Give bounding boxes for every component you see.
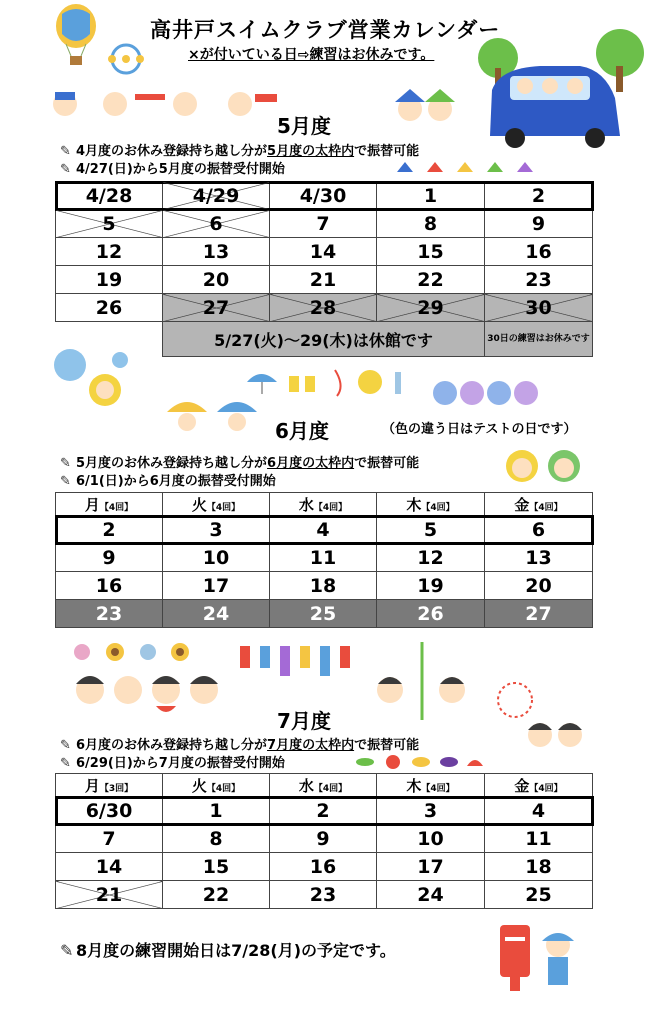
table-row	[56, 516, 593, 544]
day-cell: 22	[377, 266, 485, 294]
yukata-fireworks-icon	[490, 680, 590, 760]
day-cell: 5	[377, 516, 485, 544]
test-day-note: （色の違う日はテストの日です）	[382, 422, 577, 437]
day-cell: 4/30	[270, 182, 377, 210]
pushpin-icon: ✎	[60, 941, 74, 960]
day-cell: 2	[270, 797, 377, 825]
day-cell-test: 26	[377, 600, 485, 628]
column-header: 水【4回】	[270, 774, 377, 797]
day-cell: 8	[163, 825, 270, 853]
may-calendar	[55, 181, 593, 357]
june-calendar	[55, 492, 593, 628]
day-cell: 2	[56, 516, 163, 544]
day-cell-closed: 28	[270, 294, 377, 322]
day-cell: 26	[56, 294, 163, 322]
day-cell: 15	[163, 853, 270, 881]
sunflower-fireworks-icon	[70, 640, 210, 664]
day-cell: 20	[485, 572, 593, 600]
day-cell-off: 21	[56, 881, 163, 909]
day-cell-closed: 29	[377, 294, 485, 322]
table-row	[56, 266, 593, 294]
page-title: 高井戸スイムクラブ営業カレンダー	[150, 18, 501, 42]
pushpin-icon: ✎	[60, 162, 71, 177]
day-cell: 9	[56, 544, 163, 572]
lanterns-icon	[238, 640, 363, 682]
kabuto-row-icon	[395, 156, 545, 176]
day-cell-test: 27	[485, 600, 593, 628]
day-cell: 1	[377, 182, 485, 210]
day-cell: 24	[377, 881, 485, 909]
day-cell-closed: 30	[485, 294, 593, 322]
day-cell: 3	[163, 516, 270, 544]
day-cell: 10	[163, 544, 270, 572]
mailbox-kid-icon	[490, 915, 585, 995]
table-row	[56, 544, 593, 572]
day-cell: 7	[270, 210, 377, 238]
watermelon-kids-icon	[70, 668, 230, 723]
day-cell: 14	[270, 238, 377, 266]
day-cell-test: 23	[56, 600, 163, 628]
day-cell: 16	[56, 572, 163, 600]
day-cell: 15	[377, 238, 485, 266]
table-row	[56, 294, 593, 322]
column-header: 月【3回】	[56, 774, 163, 797]
table-row	[56, 572, 593, 600]
may-title: 5月度	[277, 114, 331, 138]
pushpin-icon: ✎	[60, 756, 71, 771]
table-row	[56, 797, 593, 825]
day-cell: 16	[485, 238, 593, 266]
day-cell-off: 6	[163, 210, 270, 238]
table-row	[56, 853, 593, 881]
june-title: 6月度	[275, 419, 329, 443]
table-row	[56, 881, 593, 909]
day-cell: 2	[485, 182, 593, 210]
closure-notice: 5/27(火)～29(木)は休館です	[163, 322, 485, 357]
chick-frog-kids-icon	[500, 446, 590, 490]
column-header: 火【4回】	[163, 774, 270, 797]
day-cell-closed: 27	[163, 294, 270, 322]
day-cell: 4	[485, 797, 593, 825]
column-header: 木【4回】	[377, 493, 485, 516]
day-cell: 19	[377, 572, 485, 600]
column-header: 月【4回】	[56, 493, 163, 516]
tanabata-kids-icon	[370, 640, 475, 722]
day-cell: 19	[56, 266, 163, 294]
column-header: 金【4回】	[485, 774, 593, 797]
pushpin-icon: ✎	[60, 144, 71, 159]
day-cell: 7	[56, 825, 163, 853]
footer-note: ✎ 8月度の練習開始日は7/28(月)の予定です。	[60, 941, 396, 960]
day-cell: 20	[163, 266, 270, 294]
day-cell: 13	[163, 238, 270, 266]
day-cell: 11	[270, 544, 377, 572]
june-note-1: ✎ 5月度のお休み登録持ち越し分が6月度の太枠内で振替可能	[60, 456, 420, 471]
day-cell-test: 24	[163, 600, 270, 628]
table-row	[56, 182, 593, 210]
table-header-row	[56, 493, 593, 516]
column-header: 金【4回】	[485, 493, 593, 516]
table-header-row	[56, 774, 593, 797]
day-cell: 6	[485, 516, 593, 544]
page-subtitle: ×が付いている日⇨練習はお休みです。	[188, 47, 435, 63]
day-cell: 4/28	[56, 182, 163, 210]
day-cell: 23	[485, 266, 593, 294]
july-note-2: ✎ 6/29(日)から7月度の振替受付開始	[60, 756, 285, 771]
july-note-1: ✎ 6月度のお休み登録持ち越し分が7月度の太枠内で振替可能	[60, 738, 420, 753]
day-cell-off: 5	[56, 210, 163, 238]
day-cell: 21	[270, 266, 377, 294]
rain-gear-icon	[245, 366, 410, 398]
day-cell: 9	[485, 210, 593, 238]
car-with-kids-icon	[470, 28, 650, 148]
day-cell: 13	[485, 544, 593, 572]
day-cell-test: 25	[270, 600, 377, 628]
day-cell: 16	[270, 853, 377, 881]
table-row	[56, 825, 593, 853]
day-cell: 1	[163, 797, 270, 825]
children-group-icon	[45, 84, 285, 128]
pushpin-icon: ✎	[60, 456, 71, 471]
column-header: 水【4回】	[270, 493, 377, 516]
table-row	[56, 238, 593, 266]
day-cell: 25	[485, 881, 593, 909]
day-cell: 12	[56, 238, 163, 266]
may-note-1: ✎ 4月度のお休み登録持ち越し分が5月度の太枠内で振替可能	[60, 144, 420, 159]
day-cell: 23	[270, 881, 377, 909]
day-cell: 12	[377, 544, 485, 572]
june-note-2: ✎ 6/1(日)から6月度の振替受付開始	[60, 474, 276, 489]
day-cell: 9	[270, 825, 377, 853]
day-cell: 22	[163, 881, 270, 909]
may-note-2: ✎ 4/27(日)から5月度の振替受付開始	[60, 162, 285, 177]
day-cell: 18	[485, 853, 593, 881]
day-cell: 10	[377, 825, 485, 853]
hydrangea-icon	[430, 378, 550, 408]
pushpin-icon: ✎	[60, 738, 71, 753]
day-cell: 8	[377, 210, 485, 238]
samurai-helmet-kids-icon	[390, 84, 460, 134]
rain-kids-icon	[40, 345, 150, 410]
day-cell: 4	[270, 516, 377, 544]
day-cell-off: 4/29	[163, 182, 270, 210]
day-cell: 17	[377, 853, 485, 881]
pushpin-icon: ✎	[60, 474, 71, 489]
wheel-icon	[104, 42, 148, 76]
day-cell: 17	[163, 572, 270, 600]
day-cell: 14	[56, 853, 163, 881]
umbrella-kids-icon	[165, 392, 265, 440]
day-cell: 6/30	[56, 797, 163, 825]
closure-small-notice: 30日の練習はお休みです	[485, 322, 593, 357]
column-header: 木【4回】	[377, 774, 485, 797]
july-title: 7月度	[277, 709, 331, 733]
hot-air-balloon-icon	[52, 4, 102, 74]
day-cell: 11	[485, 825, 593, 853]
vegetables-icon	[355, 754, 485, 770]
table-row	[56, 210, 593, 238]
july-calendar	[55, 773, 593, 909]
table-row	[56, 600, 593, 628]
column-header: 火【4回】	[163, 493, 270, 516]
day-cell: 3	[377, 797, 485, 825]
day-cell: 18	[270, 572, 377, 600]
